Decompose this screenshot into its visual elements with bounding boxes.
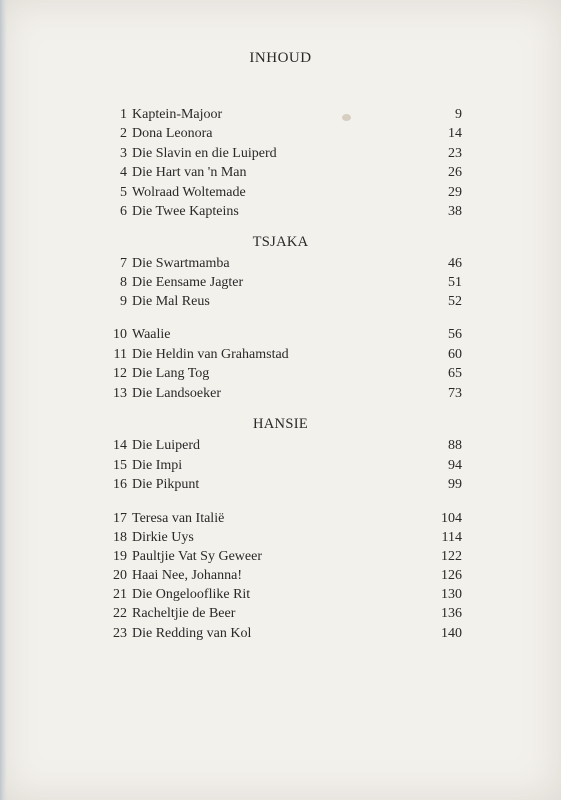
toc-entry bbox=[100, 566, 462, 586]
toc-entry bbox=[100, 528, 462, 548]
toc-entry bbox=[100, 273, 462, 293]
toc-entry bbox=[100, 436, 462, 456]
entry-number: 11 bbox=[113, 347, 127, 362]
toc-entry bbox=[100, 254, 462, 274]
entry-title: Die Pikpunt bbox=[132, 477, 200, 492]
toc-entry bbox=[100, 585, 462, 605]
entry-number: 7 bbox=[120, 256, 127, 271]
entry-number: 17 bbox=[113, 511, 127, 526]
entry-title: Kaptein-Majoor bbox=[132, 107, 223, 122]
toc-entry bbox=[100, 144, 462, 164]
entry-title: Die Luiperd bbox=[132, 438, 201, 453]
entry-title: Wolraad Woltemade bbox=[132, 185, 246, 200]
toc-entry bbox=[100, 364, 462, 384]
entry-page: 126 bbox=[441, 568, 462, 583]
toc-entry bbox=[100, 604, 462, 624]
entry-title: Waalie bbox=[132, 327, 171, 342]
entry-page: 88 bbox=[448, 438, 462, 453]
entry-page: 65 bbox=[448, 366, 462, 381]
toc-entry bbox=[100, 345, 462, 365]
entry-number: 9 bbox=[120, 294, 127, 309]
entry-title: Die Twee Kapteins bbox=[132, 204, 239, 219]
entry-number: 16 bbox=[113, 477, 127, 492]
entry-number: 23 bbox=[113, 626, 127, 641]
entry-number: 13 bbox=[113, 386, 127, 401]
entry-title: Die Swartmamba bbox=[132, 256, 230, 271]
entry-page: 46 bbox=[448, 256, 462, 271]
entry-page: 140 bbox=[441, 626, 462, 641]
toc-entry bbox=[100, 509, 462, 529]
section-heading: TSJAKA bbox=[252, 234, 309, 250]
entry-number: 6 bbox=[120, 204, 127, 219]
entry-number: 12 bbox=[113, 366, 127, 381]
entry-page: 104 bbox=[441, 511, 462, 526]
entry-number: 18 bbox=[113, 530, 127, 545]
entry-title: Dirkie Uys bbox=[132, 530, 194, 545]
toc-entry bbox=[100, 384, 462, 404]
toc-entry bbox=[100, 124, 462, 144]
entry-number: 21 bbox=[113, 587, 127, 602]
entry-number: 14 bbox=[113, 438, 127, 453]
contents-title: INHOUD bbox=[249, 50, 312, 66]
entry-page: 52 bbox=[448, 294, 462, 309]
toc-entry bbox=[100, 547, 462, 567]
entry-number: 8 bbox=[120, 275, 127, 290]
entry-title: Die Lang Tog bbox=[132, 366, 210, 381]
entry-number: 1 bbox=[120, 107, 127, 122]
entry-page: 114 bbox=[441, 530, 462, 545]
entry-page: 26 bbox=[448, 165, 462, 180]
entry-page: 56 bbox=[448, 327, 462, 342]
entry-number: 22 bbox=[113, 606, 127, 621]
toc-entry bbox=[100, 325, 462, 345]
entry-page: 99 bbox=[448, 477, 462, 492]
entry-title: Teresa van Italië bbox=[132, 511, 225, 526]
entry-number: 20 bbox=[113, 568, 127, 583]
entry-page: 9 bbox=[455, 107, 462, 122]
entry-title: Haai Nee, Johanna! bbox=[132, 568, 243, 583]
entry-page: 94 bbox=[448, 458, 462, 473]
entry-page: 38 bbox=[448, 204, 462, 219]
toc-entry bbox=[100, 292, 462, 312]
entry-title: Die Hart van 'n Man bbox=[132, 165, 247, 180]
entry-title: Dona Leonora bbox=[132, 126, 213, 141]
entry-page: 73 bbox=[448, 386, 462, 401]
toc-entry bbox=[100, 624, 462, 644]
entry-title: Die Landsoeker bbox=[132, 386, 222, 401]
entry-page: 60 bbox=[448, 347, 462, 362]
entry-number: 19 bbox=[113, 549, 127, 564]
entry-number: 4 bbox=[120, 165, 127, 180]
entry-number: 15 bbox=[113, 458, 127, 473]
entry-number: 5 bbox=[120, 185, 127, 200]
toc-entry bbox=[100, 183, 462, 203]
entry-title: Racheltjie de Beer bbox=[132, 606, 236, 621]
entry-title: Die Heldin van Grahamstad bbox=[132, 347, 289, 362]
entry-title: Die Mal Reus bbox=[132, 294, 210, 309]
entry-title: Die Ongelooflike Rit bbox=[132, 587, 251, 602]
entry-number: 3 bbox=[120, 146, 127, 161]
toc-entry bbox=[100, 202, 462, 222]
entry-number: 10 bbox=[113, 327, 127, 342]
entry-page: 23 bbox=[448, 146, 462, 161]
entry-page: 136 bbox=[441, 606, 462, 621]
entry-title: Die Eensame Jagter bbox=[132, 275, 244, 290]
entry-page: 29 bbox=[448, 185, 462, 200]
page-edge bbox=[0, 0, 7, 800]
entry-title: Die Impi bbox=[132, 458, 183, 473]
entry-page: 14 bbox=[448, 126, 462, 141]
toc-entry bbox=[100, 163, 462, 183]
toc-entry bbox=[100, 105, 462, 125]
entry-page: 130 bbox=[441, 587, 462, 602]
toc-entry bbox=[100, 456, 462, 476]
entry-page: 51 bbox=[448, 275, 462, 290]
entry-title: Die Redding van Kol bbox=[132, 626, 252, 641]
toc-entry bbox=[100, 475, 462, 495]
entry-number: 2 bbox=[120, 126, 127, 141]
section-heading: HANSIE bbox=[253, 416, 308, 432]
entry-title: Die Slavin en die Luiperd bbox=[132, 146, 277, 161]
entry-page: 122 bbox=[441, 549, 462, 564]
entry-title: Paultjie Vat Sy Geweer bbox=[132, 549, 262, 564]
